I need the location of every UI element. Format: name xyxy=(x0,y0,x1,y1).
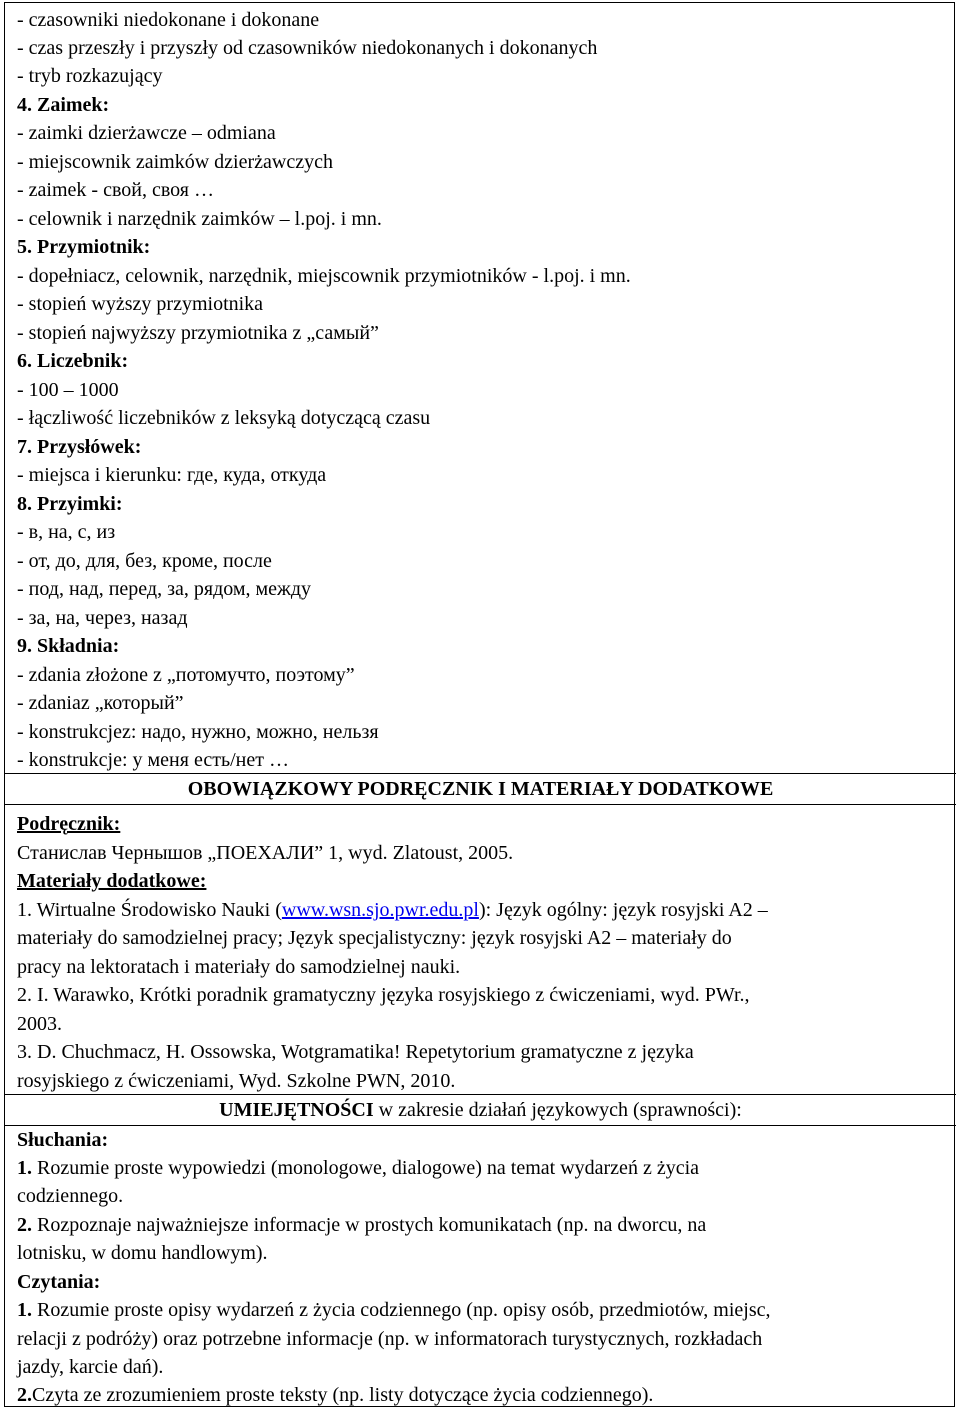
skill-text: Rozpoznaje najważniejsze informacje w prostych komunikatach (np. na dworcu, na xyxy=(32,1214,707,1236)
list-item: - zdaniaz „который” xyxy=(17,692,184,714)
skill-text: Rozumie proste wypowiedzi (monologowe, dialogowe) na temat wydarzeń z życia xyxy=(32,1157,700,1179)
section-title-textbook: OBOWIĄZKOWY PODRĘCZNIK I MATERIAŁY DODATKOWE xyxy=(187,778,774,800)
document-frame xyxy=(4,2,955,1407)
list-item: - за, на, через, назад xyxy=(17,607,188,629)
divider xyxy=(5,1094,956,1095)
list-item: - от, до, для, без, кроме, после xyxy=(17,550,272,572)
wsn-link[interactable]: www.wsn.sjo.pwr.edu.pl xyxy=(281,899,479,921)
skills-title-bold: UMIEJĘTNOŚCI xyxy=(219,1099,374,1121)
skill-item: relacji z podróży) oraz potrzebne informacje (np. w informatorach turystycznych, rozkładach xyxy=(17,1328,763,1350)
skill-number: 2. xyxy=(17,1214,32,1236)
material-item xyxy=(17,896,768,924)
section-heading: 6. Liczebnik: xyxy=(17,350,129,372)
material-item: pracy na lektoratach i materiały do samodzielnej nauki. xyxy=(17,956,461,978)
list-item: - łączliwość liczebników z leksyką dotyczącą czasu xyxy=(17,407,431,429)
skill-number: 1. xyxy=(17,1157,32,1179)
list-item: - tryb rozkazujący xyxy=(17,65,163,87)
skill-item: jazdy, karcie dań). xyxy=(17,1356,164,1378)
section-heading: 9. Składnia: xyxy=(17,635,120,657)
divider xyxy=(5,773,956,774)
skill-text: Rozumie proste opisy wydarzeń z życia codziennego (np. opisy osób, przedmiotów, miejsc, xyxy=(32,1299,771,1321)
list-item: - dopełniacz, celownik, narzędnik, miejscownik przymiotników - l.poj. i mn. xyxy=(17,265,631,287)
section-heading: 8. Przyimki: xyxy=(17,493,123,515)
skill-item xyxy=(17,1211,706,1239)
textbook-heading: Podręcznik: xyxy=(17,813,121,835)
skill-item xyxy=(17,1154,699,1182)
section-heading: 5. Przymiotnik: xyxy=(17,236,151,258)
skill-item xyxy=(17,1381,653,1409)
section-title-skills xyxy=(5,1096,956,1124)
material-item: materiały do samodzielnej pracy; Język specjalistyczny: język rosyjski A2 – materiały do xyxy=(17,927,732,949)
list-item: - miejsca i kierunku: где, куда, откуда xyxy=(17,464,327,486)
skill-item: codziennego. xyxy=(17,1185,124,1207)
list-item: - stopień najwyższy przymiotnika z „самый” xyxy=(17,322,379,344)
list-item: - zaimek - свой, своя … xyxy=(17,179,214,201)
skill-item: lotnisku, w domu handlowym). xyxy=(17,1242,268,1264)
list-item: - zaimki dzierżawcze – odmiana xyxy=(17,122,276,144)
material-item: 2003. xyxy=(17,1013,62,1035)
divider xyxy=(5,804,956,805)
material-text: ): Język ogólny: język rosyjski A2 – xyxy=(478,899,768,921)
skill-number: 2. xyxy=(17,1384,32,1406)
list-item: - stopień wyższy przymiotnika xyxy=(17,293,264,315)
material-item: 2. I. Warawko, Krótki poradnik gramatyczny języka rosyjskiego z ćwiczeniami, wyd. PWr., xyxy=(17,984,750,1006)
skill-item xyxy=(17,1296,771,1324)
list-item: - czasowniki niedokonane i dokonane xyxy=(17,9,320,31)
skill-text: Czyta ze zrozumieniem proste teksty (np. listy dotyczące życia codziennego). xyxy=(32,1384,654,1406)
skill-number: 1. xyxy=(17,1299,32,1321)
listening-heading: Słuchania: xyxy=(17,1129,109,1151)
material-text: 1. Wirtualne Środowisko Nauki ( xyxy=(17,899,282,921)
material-item: rosyjskiego z ćwiczeniami, Wyd. Szkolne PWN, 2010. xyxy=(17,1070,456,1092)
list-item: - 100 – 1000 xyxy=(17,379,119,401)
list-item: - czas przeszły i przyszły od czasowników niedokonanych i dokonanych xyxy=(17,37,598,59)
skills-title-rest: w zakresie działań językowych (sprawności): xyxy=(373,1099,742,1121)
list-item: - в, на, с, из xyxy=(17,521,116,543)
divider xyxy=(5,1125,956,1126)
list-item: - celownik i narzędnik zaimków – l.poj. i mn. xyxy=(17,208,382,230)
list-item: - zdania złożone z „потомучто, поэтому” xyxy=(17,664,355,686)
reading-heading: Czytania: xyxy=(17,1271,101,1293)
list-item: - konstrukcjez: надо, нужно, можно, нельзя xyxy=(17,721,379,743)
section-heading: 7. Przysłówek: xyxy=(17,436,142,458)
list-item: - konstrukcje: у меня есть/нет … xyxy=(17,749,289,771)
section-heading: 4. Zaimek: xyxy=(17,94,110,116)
list-item: - под, над, перед, за, рядом, между xyxy=(17,578,312,600)
list-item: - miejscownik zaimków dzierżawczych xyxy=(17,151,333,173)
textbook-entry: Станислав Чернышов „ПОЕХАЛИ” 1, wyd. Zlatoust, 2005. xyxy=(17,842,514,864)
materials-heading: Materiały dodatkowe: xyxy=(17,870,207,892)
material-item: 3. D. Chuchmacz, H. Ossowska, Wotgramatika! Repetytorium gramatyczne z języka xyxy=(17,1041,694,1063)
